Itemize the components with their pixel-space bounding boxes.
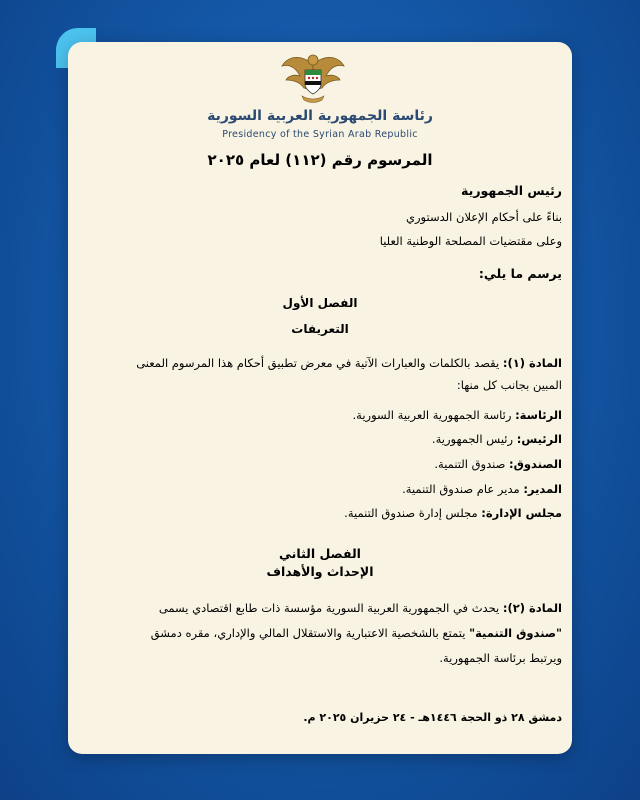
definition-meaning: صندوق التنمية. xyxy=(434,457,510,471)
chapter-1-title: الفصل الأول xyxy=(282,296,358,310)
definition-meaning: رئاسة الجمهورية العربية السورية. xyxy=(352,408,516,422)
article-1-label: المادة (١): xyxy=(502,356,562,370)
eagle-coat-of-arms-icon xyxy=(278,50,348,106)
decree-date: دمشق ٢٨ ذو الحجة ١٤٤٦هـ - ٢٤ حزيران ٢٠٢٥ م. xyxy=(303,711,562,724)
definition-meaning: رئيس الجمهورية. xyxy=(431,432,517,446)
definition-term: الرئيس: xyxy=(516,432,562,446)
definition-term: المدير: xyxy=(523,482,562,496)
definition-item xyxy=(344,506,562,520)
preamble-line-national-interest: وعلى مقتضيات المصلحة الوطنية العليا xyxy=(379,234,562,248)
article-2-label: المادة (٢): xyxy=(502,601,562,615)
article-2-text-a: يحدث في الجمهورية العربية السورية مؤسسة ذات طابع اقتصادي يسمى xyxy=(158,601,503,615)
article-1-text: يقصد بالكلمات والعبارات الآتية في معرض تطبيق أحكام هذا المرسوم المعنى المبين بجانب كل منها: xyxy=(136,356,562,392)
article-2 xyxy=(132,596,562,671)
article-1 xyxy=(132,352,562,396)
preamble-line-constitution: بناءً على أحكام الإعلان الدستوري xyxy=(406,210,562,224)
preamble-line-president: رئيس الجمهورية xyxy=(461,183,562,198)
definition-item xyxy=(432,432,562,446)
fund-name: "صندوق التنمية" xyxy=(469,626,562,640)
definition-meaning: مجلس إدارة صندوق التنمية. xyxy=(344,506,482,520)
decree-title: المرسوم رقم (١١٢) لعام ٢٠٢٥ xyxy=(207,151,433,169)
definition-item xyxy=(434,457,562,471)
article-2-text-b: يتمتع بالشخصية الاعتبارية والاستقلال المالي والإداري، مقره دمشق ويرتبط برئاسة الجمهورية. xyxy=(150,626,562,665)
definition-term: الصندوق: xyxy=(509,457,562,471)
presidency-name-arabic: رئاسة الجمهورية العربية السورية xyxy=(207,108,433,124)
chapter-1-subtitle: التعريفات xyxy=(291,322,349,336)
definition-meaning: مدير عام صندوق التنمية. xyxy=(402,482,524,496)
definition-term: مجلس الإدارة: xyxy=(481,506,562,520)
presidency-name-english: Presidency of the Syrian Arab Republic xyxy=(222,129,418,140)
decree-intro: يرسم ما يلي: xyxy=(478,266,562,281)
chapter-2-subtitle: الإحداث والأهداف xyxy=(266,564,374,579)
chapter-2-title: الفصل الثاني xyxy=(279,546,361,561)
definition-item xyxy=(353,408,562,422)
definition-item xyxy=(402,482,562,496)
definition-term: الرئاسة: xyxy=(515,408,562,422)
